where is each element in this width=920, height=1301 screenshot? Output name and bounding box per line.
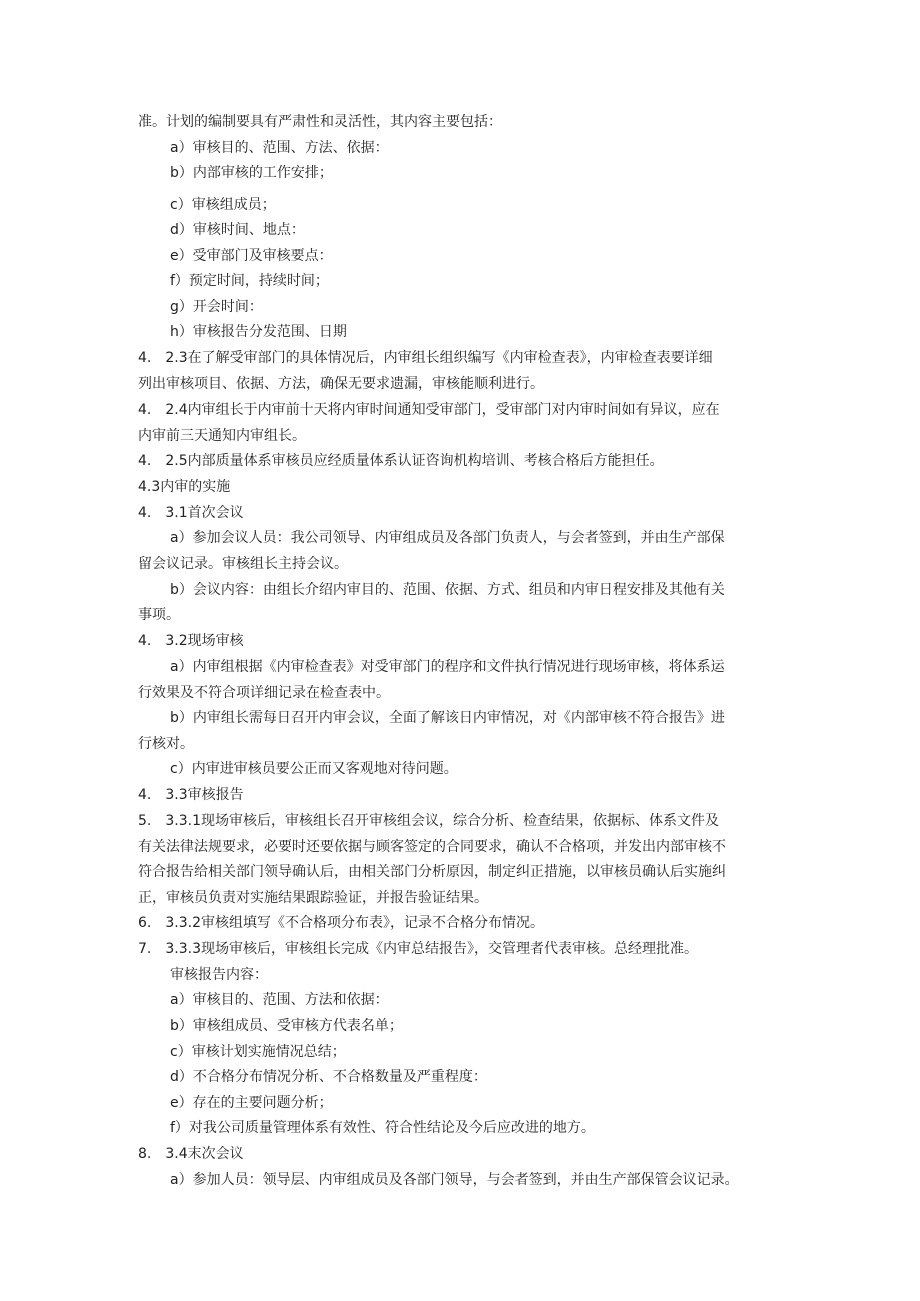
section-paragraph: 6. 3.3.2审核组填写《不合格项分布表》，记录不合格分布情况。: [138, 915, 544, 931]
text-line: 列出审核项目、依据、方法，确保无要求遗漏，审核能顺利进行。: [138, 376, 544, 392]
text-line: 行核对。: [138, 736, 194, 752]
text-line: 事项。: [138, 607, 180, 623]
list-item: b）内部审核的工作安排；: [170, 165, 333, 181]
list-item: b）内审组长需每日召开内审会议，全面了解该日内审情况，对《内部审核不符合报告》进: [170, 710, 725, 726]
text-line: 准。计划的编制要具有严肃性和灵活性，其内容主要包括：: [138, 114, 502, 130]
section-paragraph: 5. 3.3.1现场审核后，审核组长召开审核组会议，综合分析、检查结果，依据标、体系文件及: [138, 813, 719, 829]
list-item: c）审核计划实施情况总结；: [170, 1044, 346, 1060]
text-line: 内审前三天通知内审组长。: [138, 428, 306, 444]
list-item: b）会议内容：由组长介绍内审目的、范围、依据、方式、组员和内审日程安排及其他有关: [170, 582, 725, 598]
list-item: a）审核目的、范围、方法和依据：: [170, 992, 389, 1008]
list-item: g）开会时间：: [170, 299, 263, 315]
text-line: 留会议记录。审核组长主持会议。: [138, 556, 348, 572]
list-item: a）内审组根据《内审检查表》对受审部门的程序和文件执行情况进行现场审核，将体系运: [170, 659, 725, 675]
section-paragraph: 7. 3.3.3现场审核后，审核组长完成《内审总结报告》，交管理者代表审核。总经理批准。: [138, 941, 698, 957]
list-item: d）审核时间、地点：: [170, 222, 305, 238]
list-item: d）不合格分布情况分析、不合格数量及严重程度：: [170, 1069, 487, 1085]
section-paragraph: 4. 2.3在了解受审部门的具体情况后，内审组长组织编写《内审检查表》，内审检查表要详细: [138, 350, 713, 366]
section-heading: 4.3内审的实施: [138, 479, 231, 495]
list-item: e）受审部门及审核要点：: [170, 248, 333, 264]
subsection-heading: 8. 3.4末次会议: [138, 1146, 244, 1162]
list-item: h）审核报告分发范围、日期: [170, 324, 347, 340]
subsection-heading: 4. 3.3审核报告: [138, 787, 244, 803]
text-line: 审核报告内容：: [170, 967, 268, 983]
section-paragraph: 4. 2.4内审组长于内审前十天将内审时间通知受审部门，受审部门对内审时间如有异议，应在: [138, 402, 720, 418]
list-item: f）预定时间，持续时间；: [170, 273, 329, 289]
text-line: 符合报告给相关部门领导确认后，由相关部门分析原因，制定纠正措施，以审核员确认后实施纠: [138, 864, 726, 880]
subsection-heading: 4. 3.2现场审核: [138, 633, 244, 649]
list-item: b）审核组成员、受审核方代表名单；: [170, 1018, 403, 1034]
list-item: a）参加人员：领导层、内审组成员及各部门领导，与会者签到，并由生产部保管会议记录。: [170, 1172, 739, 1188]
section-paragraph: 4. 2.5内部质量体系审核员应经质量体系认证咨询机构培训、考核合格后方能担任。: [138, 453, 664, 469]
list-item: c）内审进审核员要公正而又客观地对待问题。: [170, 761, 458, 777]
text-line: 有关法律法规要求，必要时还要依据与顾客签定的合同要求，确认不合格项，并发出内部审核不: [138, 839, 726, 855]
list-item: c）审核组成员；: [170, 197, 276, 213]
text-line: 正，审核员负责对实施结果跟踪验证，并报告验证结果。: [138, 890, 488, 906]
list-item: a）参加会议人员：我公司领导、内审组成员及各部门负责人，与会者签到，并由生产部保: [170, 530, 725, 546]
list-item: f）对我公司质量管理体系有效性、符合性结论及今后应改进的地方。: [170, 1120, 595, 1136]
list-item: a）审核目的、范围、方法、依据：: [170, 140, 389, 156]
text-line: 行效果及不符合项详细记录在检查表中。: [138, 685, 390, 701]
list-item: e）存在的主要问题分析；: [170, 1095, 333, 1111]
subsection-heading: 4. 3.1首次会议: [138, 505, 244, 521]
